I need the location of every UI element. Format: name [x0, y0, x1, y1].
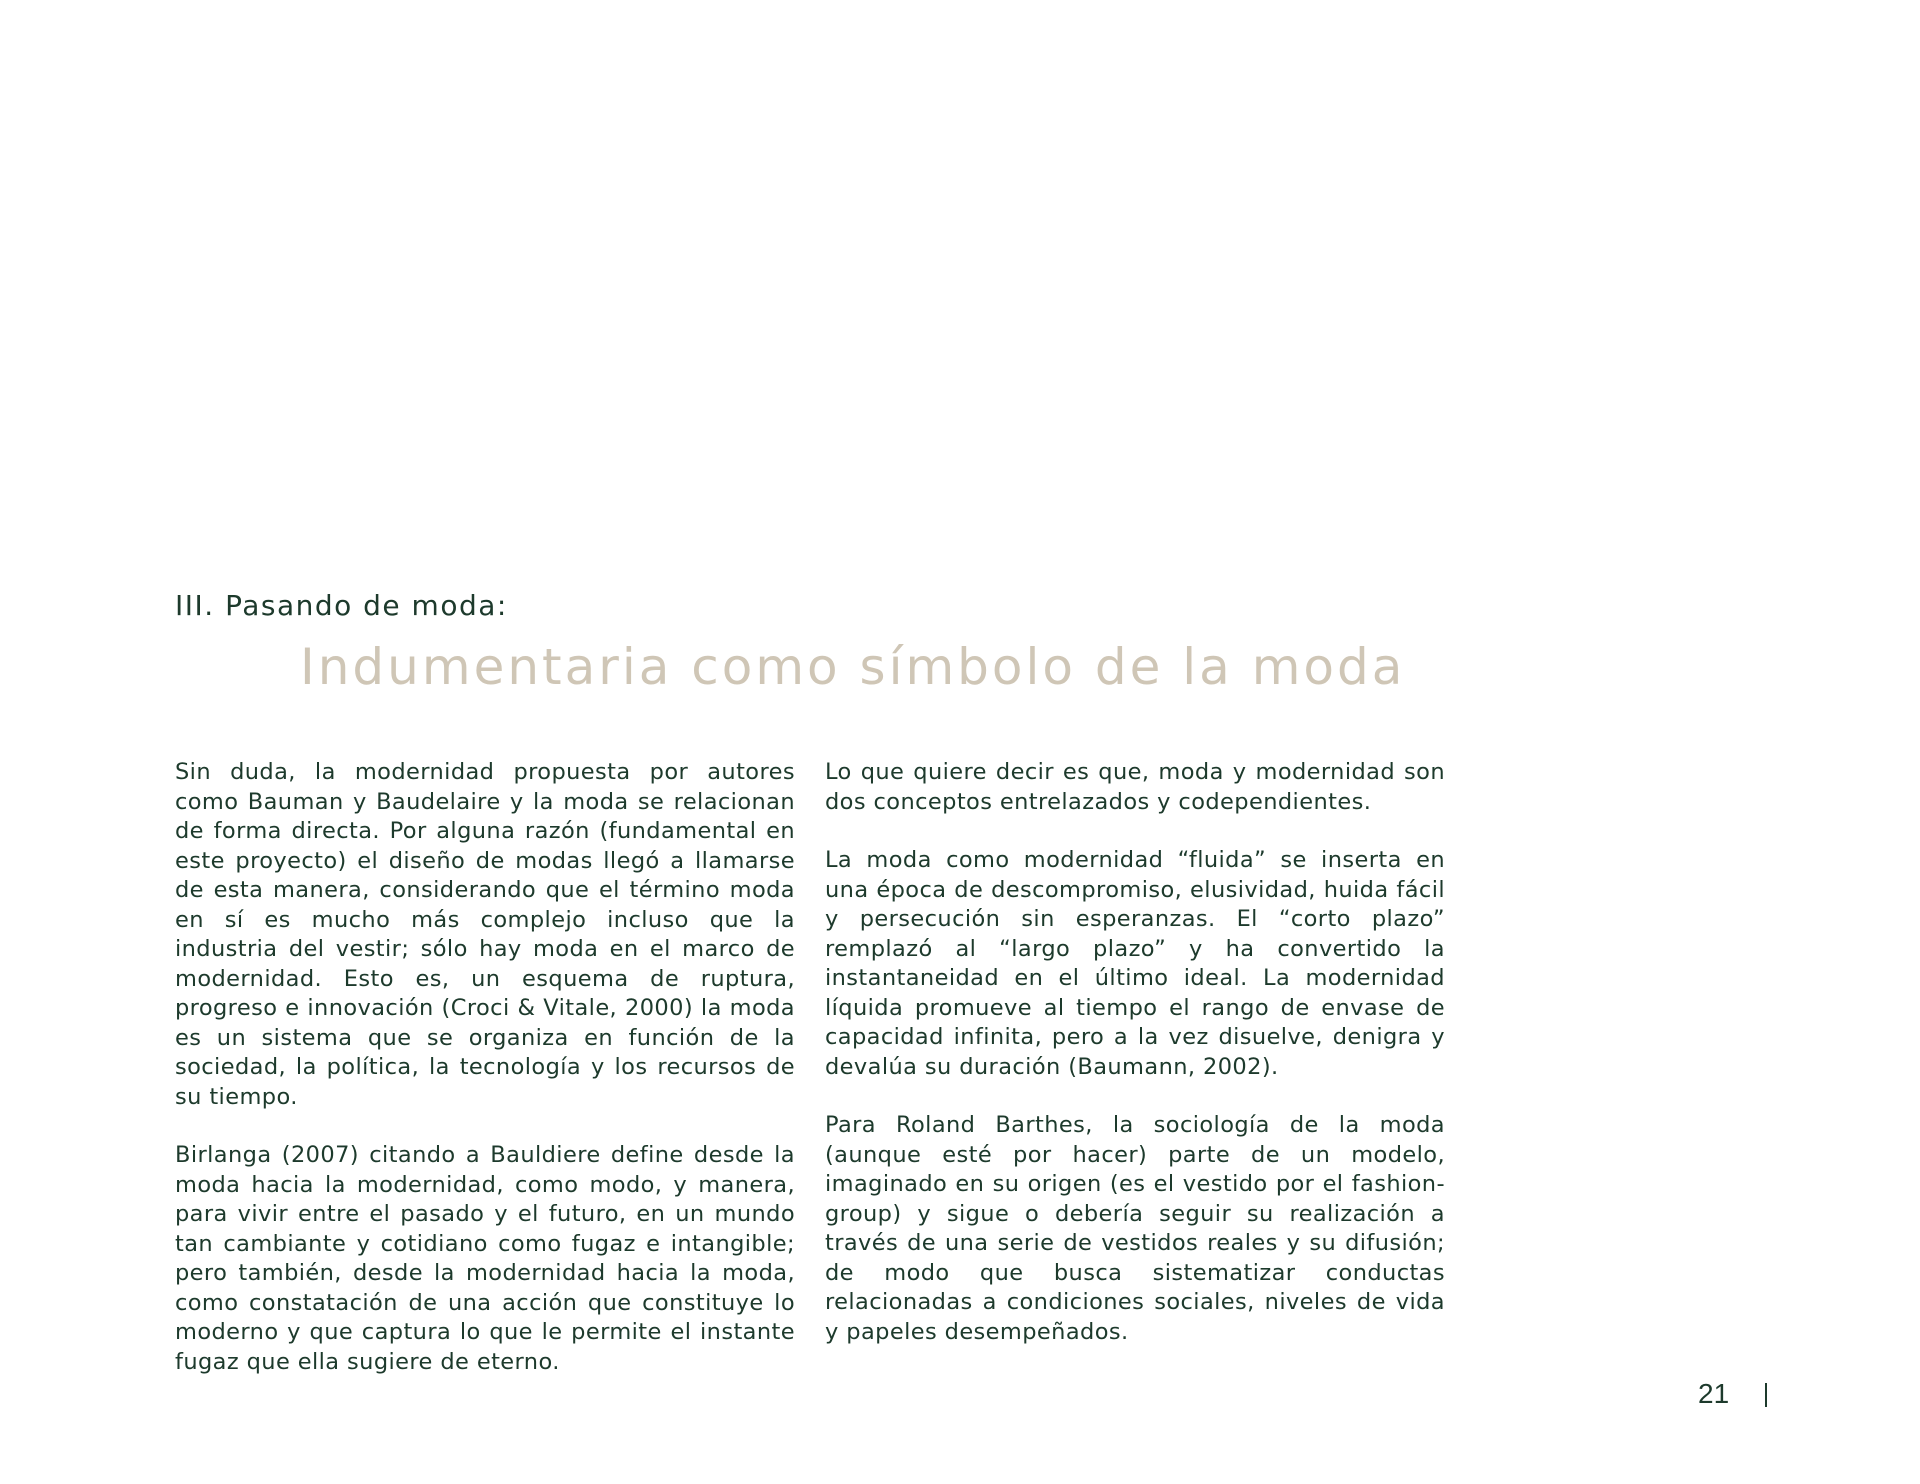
- left-column: [175, 758, 795, 1406]
- right-column: [825, 758, 1445, 1376]
- paragraph: Sin duda, la modernidad propuesta por autores como Bauman y Baudelaire y la moda se relacionan de forma directa. Por alguna razón (fundamental en este proyecto) el diseño de modas llegó a llamarse de esta manera, considerando que el término moda en sí es mucho más complejo incluso que la industria del vestir; sólo hay moda en el marco de modernidad. Esto es, un esquema de ruptura, progreso e innovación (Croci & Vitale, 2000) la moda es un sistema que se organiza en función de la sociedad, la política, la tecnología y los recursos de su tiempo.: [175, 759, 795, 1110]
- page-number-divider: [1765, 1383, 1767, 1407]
- paragraph: Birlanga (2007) citando a Bauldiere define desde la moda hacia la modernidad, como modo, y manera, para vivir entre el pasado y el futuro, en un mundo tan cambiante y cotidiano como fugaz e intangible; pero también, desde la modernidad hacia la moda, como constatación de una acción que constituye lo moderno y que captura lo que le permite el instante fugaz que ella sugiere de eterno.: [175, 1142, 795, 1375]
- page-number: 21: [1698, 1378, 1730, 1409]
- section-label: III. Pasando de moda:: [175, 589, 508, 622]
- paragraph: La moda como modernidad “fluida” se inserta en una época de descompromiso, elusividad, huida fácil y persecución sin esperanzas. El “corto plazo” remplazó al “largo plazo” y ha convertido la instantaneidad en el último ideal. La modernidad líquida promueve al tiempo el rango de envase de capacidad infinita, pero a la vez disuelve, denigra y devalúa su duración (Baumann, 2002).: [825, 847, 1445, 1080]
- page-title: Indumentaria como símbolo de la moda: [300, 638, 1406, 696]
- paragraph: Para Roland Barthes, la sociología de la moda (aunque esté por hacer) parte de un modelo, imaginado en su origen (es el vestido por el fashion-group) y sigue o debería seguir su realización a través de una serie de vestidos reales y su difusión; de modo que busca sistematizar conductas relacionadas a condiciones sociales, niveles de vida y papeles desempeñados.: [825, 1112, 1445, 1345]
- paragraph: Lo que quiere decir es que, moda y modernidad son dos conceptos entrelazados y codependientes.: [825, 759, 1445, 815]
